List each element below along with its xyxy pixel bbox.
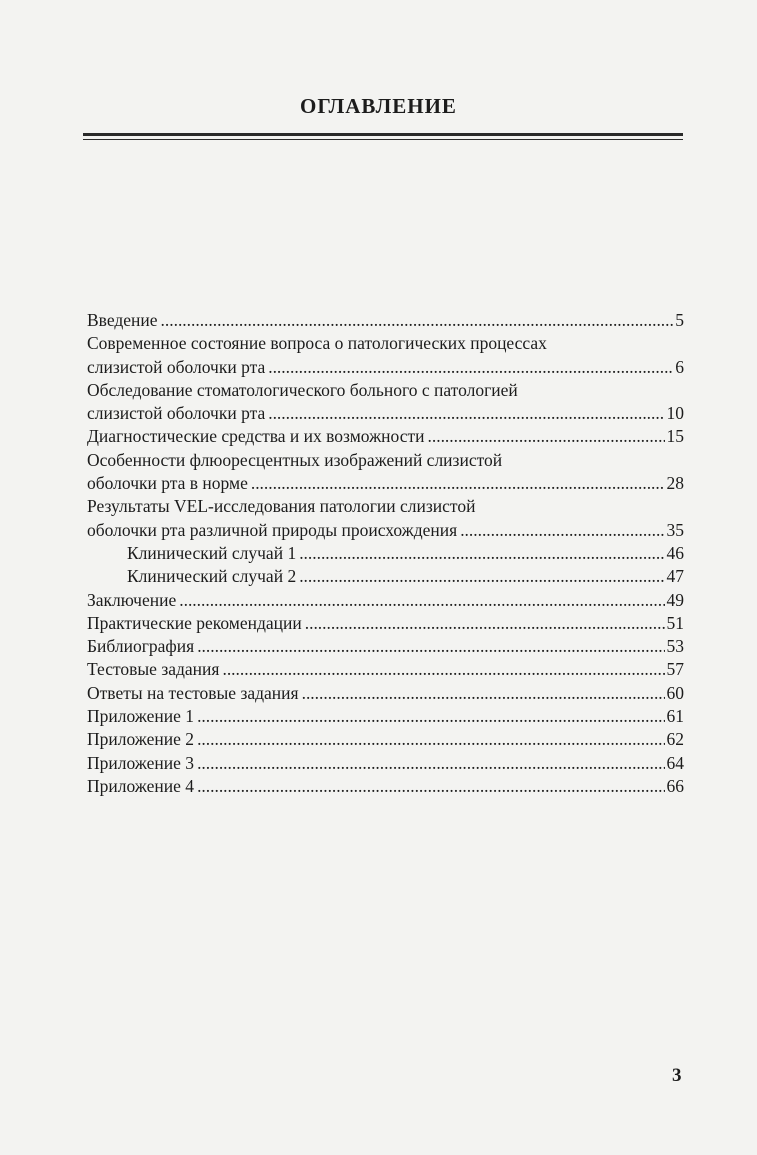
dot-leader bbox=[428, 425, 665, 448]
toc-entry-title: Диагностические средства и их возможности bbox=[87, 426, 425, 447]
toc-entry bbox=[87, 332, 684, 379]
toc-page-number: 46 bbox=[666, 542, 684, 563]
toc-page-number: 64 bbox=[666, 752, 684, 773]
toc-entry-line bbox=[87, 542, 684, 565]
dot-leader bbox=[179, 589, 664, 612]
toc-entry bbox=[87, 425, 684, 448]
toc-page-number: 66 bbox=[666, 775, 684, 796]
toc-entry bbox=[87, 682, 684, 705]
toc-page-number: 47 bbox=[666, 566, 684, 587]
toc-entry-line bbox=[87, 425, 684, 448]
dot-leader bbox=[305, 612, 665, 635]
toc-page-number: 60 bbox=[666, 682, 684, 703]
toc-entry bbox=[87, 565, 684, 588]
dot-leader bbox=[268, 402, 664, 425]
toc-entry-title: слизистой оболочки рта bbox=[87, 403, 266, 424]
toc-entry-title: Приложение 4 bbox=[87, 775, 195, 796]
dot-leader bbox=[460, 519, 664, 542]
toc-entry bbox=[87, 775, 684, 798]
toc-entry bbox=[87, 589, 684, 612]
dot-leader bbox=[299, 542, 664, 565]
title-rule-thin bbox=[83, 139, 683, 140]
toc-entry-title: Заключение bbox=[87, 589, 177, 610]
toc-entry-line bbox=[87, 402, 684, 425]
toc-entry-line bbox=[87, 519, 684, 542]
toc-entry bbox=[87, 495, 684, 542]
toc-entry-title: Обследование стоматологического больного с патологией bbox=[87, 379, 518, 400]
toc-page-number: 10 bbox=[666, 403, 684, 424]
dot-leader bbox=[299, 565, 664, 588]
toc-entry-title: слизистой оболочки рта bbox=[87, 356, 266, 377]
dot-leader bbox=[268, 356, 673, 379]
toc-entry-title: Приложение 1 bbox=[87, 706, 195, 727]
toc-entry-line bbox=[87, 449, 684, 472]
toc-entry-line bbox=[87, 565, 684, 588]
toc-entry bbox=[87, 612, 684, 635]
toc-entry bbox=[87, 635, 684, 658]
toc-entry bbox=[87, 379, 684, 426]
toc-entry bbox=[87, 705, 684, 728]
toc-entry-line bbox=[87, 309, 684, 332]
toc-entry-line bbox=[87, 356, 684, 379]
dot-leader bbox=[197, 775, 664, 798]
toc-entry-title: Приложение 3 bbox=[87, 752, 195, 773]
dot-leader bbox=[161, 309, 674, 332]
toc-entry-line bbox=[87, 379, 684, 402]
toc-entry bbox=[87, 728, 684, 751]
toc-page-number: 57 bbox=[666, 659, 684, 680]
dot-leader bbox=[197, 752, 664, 775]
toc-page-number: 35 bbox=[666, 519, 684, 540]
toc-page-number: 28 bbox=[666, 473, 684, 494]
toc-entry-line bbox=[87, 682, 684, 705]
toc-page-number: 15 bbox=[666, 426, 684, 447]
page-title: ОГЛАВЛЕНИЕ bbox=[300, 94, 457, 118]
toc-page-number: 49 bbox=[666, 589, 684, 610]
toc-entry-line bbox=[87, 635, 684, 658]
toc-entry-title: Практические рекомендации bbox=[87, 612, 302, 633]
dot-leader bbox=[302, 682, 665, 705]
toc-page-number: 6 bbox=[675, 356, 684, 377]
toc-entry-title: Ответы на тестовые задания bbox=[87, 682, 299, 703]
toc-entry-title: Введение bbox=[87, 310, 158, 330]
toc-entry bbox=[87, 752, 684, 775]
toc-entry bbox=[87, 542, 684, 565]
toc-entry-line bbox=[87, 752, 684, 775]
toc-page-number: 5 bbox=[675, 310, 684, 330]
dot-leader bbox=[197, 635, 664, 658]
toc-entry bbox=[87, 309, 684, 332]
toc-entry-title: оболочки рта в норме bbox=[87, 473, 248, 494]
toc-entry-line bbox=[87, 472, 684, 495]
toc-entry bbox=[87, 449, 684, 496]
toc-entry bbox=[87, 658, 684, 681]
dot-leader bbox=[197, 705, 664, 728]
dot-leader bbox=[222, 658, 664, 681]
toc-entry-title: Результаты VEL-исследования патологии слизистой bbox=[87, 496, 476, 517]
toc-page-number: 51 bbox=[666, 612, 684, 633]
toc-entry-title: Клинический случай 2 bbox=[127, 566, 297, 587]
toc-page-number: 53 bbox=[666, 636, 684, 657]
toc-entry-title: Особенности флюоресцентных изображений слизистой bbox=[87, 449, 503, 470]
toc-entry-title: оболочки рта различной природы происхождения bbox=[87, 519, 458, 540]
toc-entry-title: Приложение 2 bbox=[87, 729, 195, 750]
toc-entry-line bbox=[87, 495, 684, 518]
toc-page-number: 62 bbox=[666, 729, 684, 750]
toc-entry-title: Тестовые задания bbox=[87, 659, 220, 680]
dot-leader bbox=[197, 728, 664, 751]
toc-entry-line bbox=[87, 612, 684, 635]
toc-entry-line bbox=[87, 705, 684, 728]
page-number: 3 bbox=[672, 1065, 682, 1086]
toc-page-number: 61 bbox=[666, 706, 684, 727]
toc-entry-title: Библиография bbox=[87, 636, 195, 657]
toc-entry-line bbox=[87, 775, 684, 798]
toc-entry-line bbox=[87, 332, 684, 355]
toc-entry-line bbox=[87, 589, 684, 612]
table-of-contents bbox=[87, 309, 684, 798]
toc-entry-title: Современное состояние вопроса о патологических процессах bbox=[87, 333, 547, 354]
toc-entry-line bbox=[87, 728, 684, 751]
dot-leader bbox=[251, 472, 665, 495]
title-rule-thick bbox=[83, 133, 683, 136]
toc-entry-line bbox=[87, 658, 684, 681]
toc-entry-title: Клинический случай 1 bbox=[127, 542, 297, 563]
